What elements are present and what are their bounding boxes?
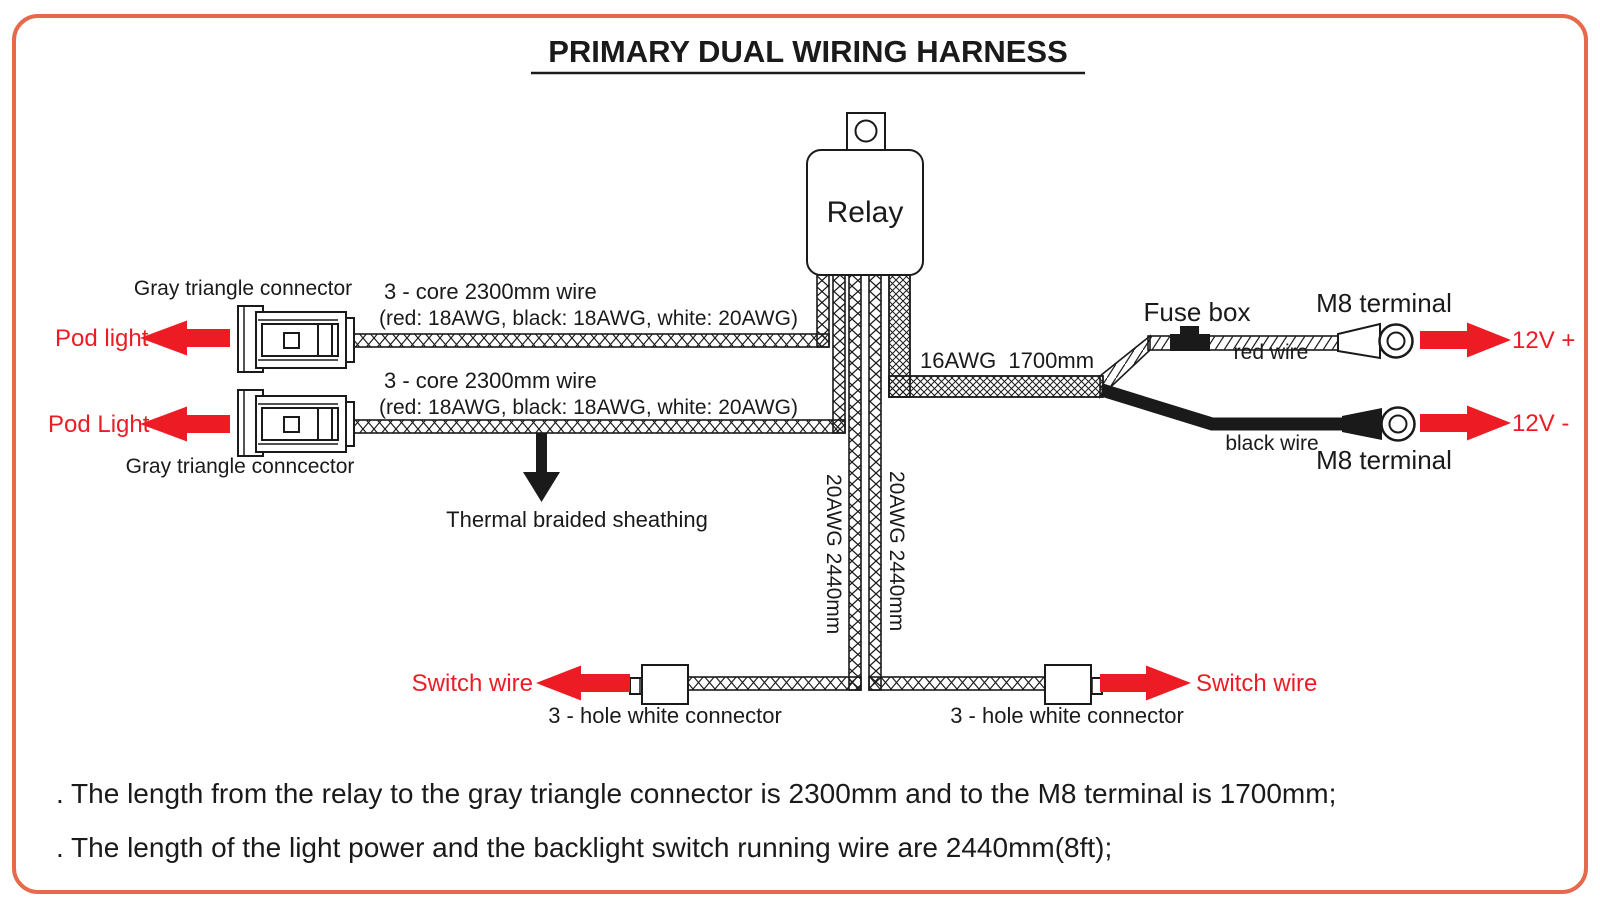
switch-right-arrow-icon: [1100, 666, 1191, 701]
m8-top-label: M8 terminal: [1316, 288, 1452, 318]
pod-light-top-label: Pod light: [55, 325, 149, 352]
note-line-2: . The length of the light power and the backlight switch running wire are 2440mm(8ft);: [56, 832, 1113, 863]
switch-right-wire-vertical: [869, 275, 881, 690]
relay-mounting-hole-icon: [856, 121, 877, 142]
white-connector-right-label: 3 - hole white connector: [950, 703, 1184, 728]
pod-light-top-arrow-icon: [140, 321, 230, 356]
m8-bottom-ring-hole: [1390, 416, 1407, 433]
white-connector-left: [630, 665, 688, 704]
switch-wire-right-label: Switch wire: [1196, 670, 1318, 697]
switch-left-arrow-icon: [536, 666, 630, 701]
connector-key-square: [284, 417, 299, 432]
gray-connector-top-label: Gray triangle connector: [133, 277, 353, 300]
relay-label: Relay: [826, 196, 904, 229]
negative-arrow-icon: [1420, 406, 1511, 441]
black-wire-label: black wire: [1225, 432, 1319, 455]
pod-bottom-wire-spec-line1: 3 - core 2300mm wire: [384, 368, 597, 393]
connector-nose: [346, 318, 354, 362]
page-title: PRIMARY DUAL WIRING HARNESS: [548, 34, 1068, 69]
positive-arrow-icon: [1420, 323, 1511, 358]
white-connector-right: [1045, 665, 1102, 704]
pod-top-wire-spec-line2: (red: 18AWG, black: 18AWG, white: 20AWG): [379, 307, 798, 330]
m8-terminal-top: [1338, 324, 1413, 358]
connector-box: [642, 665, 688, 704]
power-feed-label: 16AWG 1700mm: [920, 348, 1095, 373]
connector-latch-bar: [318, 324, 332, 356]
switch-right-wire-gauge-label: 20AWG 2440mm: [885, 471, 908, 632]
down-arrow-icon: [523, 472, 560, 502]
pod-bottom-wire: [352, 420, 845, 433]
red-wire-label: red wire: [1233, 341, 1309, 364]
m8-bottom-label: M8 terminal: [1316, 445, 1452, 475]
pod-light-bottom-label: Pod Light: [48, 411, 150, 438]
ground-black-wire: [1102, 390, 1350, 424]
negative-label: 12V -: [1512, 410, 1570, 437]
switch-left-wire: [688, 677, 861, 690]
pod-bottom-wire-vertical: [833, 275, 845, 433]
connector-box: [1045, 665, 1091, 704]
switch-left-wire-vertical: [849, 275, 861, 690]
white-connector-left-label: 3 - hole white connector: [548, 703, 782, 728]
m8-terminal-bottom: [1342, 408, 1415, 441]
switch-left-wire-gauge-label: 20AWG 2440mm: [822, 474, 845, 635]
fuse-box-label: Fuse box: [1143, 297, 1251, 327]
m8-top-ring-hole: [1388, 333, 1405, 350]
gray-connector-bottom-label: Gray triangle conncector: [125, 455, 355, 478]
m8-top-crimp: [1338, 324, 1380, 358]
gray-triangle-connector-top: [238, 306, 354, 372]
connector-nose: [346, 402, 354, 446]
power-feed-wire: [889, 376, 1103, 397]
pod-bottom-wire-spec-line2: (red: 18AWG, black: 18AWG, white: 20AWG): [379, 396, 798, 419]
pod-light-bottom-arrow-icon: [140, 407, 230, 442]
pod-top-wire-spec-line1: 3 - core 2300mm wire: [384, 279, 597, 304]
m8-bottom-crimp: [1342, 408, 1382, 440]
gray-triangle-connector-bottom: [238, 390, 354, 456]
fuse-box-body: [1170, 334, 1210, 351]
connector-latch-bar: [318, 408, 332, 440]
sheathing-label: Thermal braided sheathing: [446, 507, 708, 532]
fuse-box: [1170, 326, 1210, 351]
sheathing-pointer: [523, 433, 560, 502]
down-arrow-shaft: [536, 433, 547, 475]
switch-wire-left-label: Switch wire: [411, 670, 533, 697]
pod-top-wire: [352, 334, 829, 347]
switch-right-wire: [869, 677, 1045, 690]
note-line-1: . The length from the relay to the gray triangle connector is 2300mm and to the M8 terminal is 1700mm;: [56, 778, 1337, 809]
connector-key-square: [284, 333, 299, 348]
relay-group: [807, 113, 923, 275]
positive-label: 12V +: [1512, 327, 1576, 354]
